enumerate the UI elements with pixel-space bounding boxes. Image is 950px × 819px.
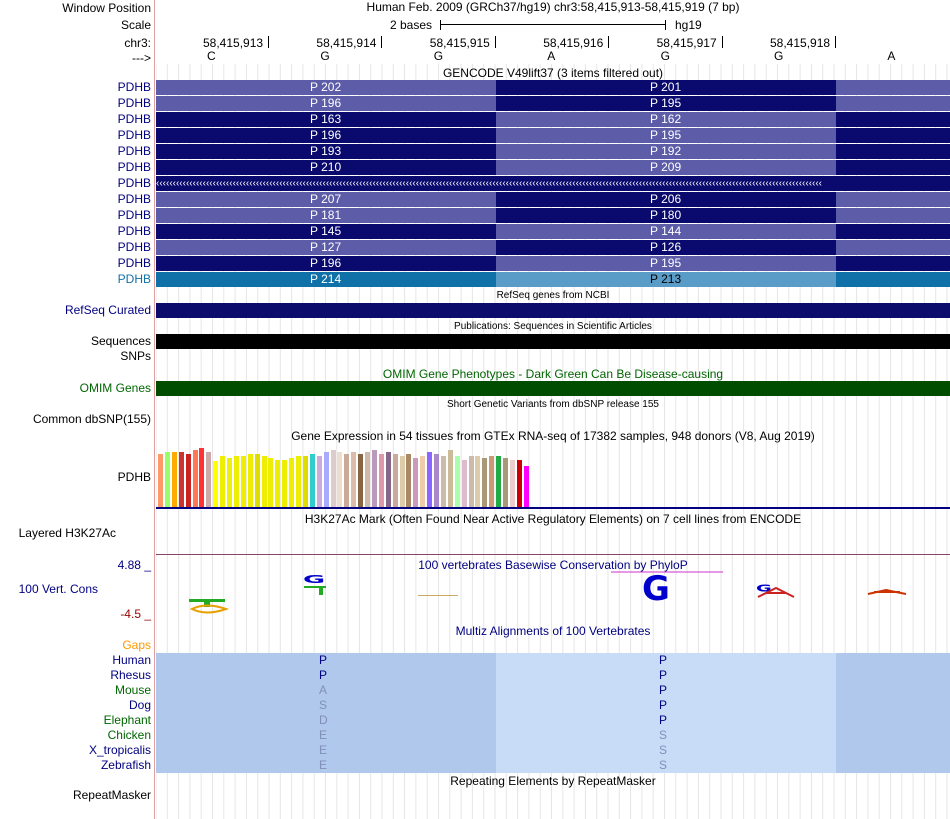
gtex-tissue-bar[interactable] (475, 456, 480, 507)
codon-block (836, 208, 950, 223)
codon-label: P 210 (310, 160, 342, 174)
gtex-tissue-bar[interactable] (455, 456, 460, 507)
codon-block (156, 96, 496, 111)
alignment-block (156, 683, 496, 698)
gtex-tissue-bar[interactable] (413, 458, 418, 507)
gencode-transcript[interactable] (156, 192, 950, 207)
species-label: Rhesus (110, 668, 151, 682)
codon-label: P 213 (650, 272, 682, 286)
gencode-track-title: GENCODE V49lift37 (3 items filtered out) (442, 66, 664, 80)
h3k27ac-track-title: H3K27Ac Mark (Often Found Near Active Regulatory Elements) on 7 cell lines from ENCODE (304, 512, 802, 526)
gtex-tissue-bar[interactable] (303, 456, 308, 507)
gtex-tissue-bar[interactable] (310, 454, 315, 507)
gtex-tissue-bar[interactable] (206, 452, 211, 507)
alignment-block (836, 683, 950, 698)
refseq-track-label[interactable]: RefSeq Curated (64, 303, 151, 317)
codon-block (156, 160, 496, 175)
sequence-base: C (207, 49, 216, 63)
codon-block (156, 192, 496, 207)
sequence-base: G (660, 49, 670, 63)
gencode-transcript[interactable] (156, 160, 950, 175)
species-label: Zebrafish (100, 758, 151, 772)
alignment-row[interactable] (156, 668, 950, 683)
gencode-row-label[interactable]: PDHB (117, 208, 151, 222)
phylop-track-label[interactable]: 100 Vert. Cons (18, 582, 98, 596)
alignment-block (836, 713, 950, 728)
alignment-block (496, 698, 836, 713)
gencode-transcript[interactable] (156, 112, 950, 127)
publications-track-label[interactable]: Sequences (90, 334, 151, 348)
codon-label: P 195 (650, 96, 682, 110)
codon-label: P 196 (310, 128, 342, 142)
gtex-tissue-bar[interactable] (282, 460, 287, 507)
sequence-base: G (774, 49, 784, 63)
gtex-tissue-bar[interactable] (489, 456, 494, 507)
gtex-tissue-bar[interactable] (379, 454, 384, 507)
amino-acid: D (319, 713, 328, 727)
logo-letter-g-2: G (756, 582, 772, 595)
codon-block (496, 208, 836, 223)
codon-block (836, 80, 950, 95)
codon-block (836, 224, 950, 239)
codon-label: P 196 (310, 96, 342, 110)
gencode-row-label[interactable]: PDHB (117, 256, 151, 270)
alignment-block (156, 743, 496, 758)
codon-label: P 195 (650, 256, 682, 270)
amino-acid: E (319, 743, 328, 757)
codon-label: P 126 (650, 240, 682, 254)
gencode-row-label[interactable]: PDHB (117, 128, 151, 142)
codon-block (836, 96, 950, 111)
gtex-tissue-bar[interactable] (427, 452, 432, 507)
codon-block (156, 240, 496, 255)
codon-block (496, 192, 836, 207)
codon-label: P 144 (650, 224, 682, 238)
gtex-tissue-bar[interactable] (165, 452, 170, 507)
phylop-min-label: -4.5 _ (120, 607, 151, 621)
alignment-row[interactable] (156, 758, 950, 773)
codon-block (836, 128, 950, 143)
gtex-tissue-bar[interactable] (268, 458, 273, 507)
species-label: Dog (128, 698, 151, 712)
alignment-block (156, 653, 496, 668)
codon-block (836, 112, 950, 127)
amino-acid: P (659, 653, 668, 667)
codon-block (156, 80, 496, 95)
scale-text: 2 bases (390, 18, 433, 32)
h3k27ac-track-label[interactable]: Layered H3K27Ac (18, 526, 116, 540)
codon-block (496, 160, 836, 175)
repeatmasker-track-title: Repeating Elements by RepeatMasker (450, 774, 656, 788)
amino-acid: P (659, 668, 668, 682)
gaps-label: Gaps (122, 638, 151, 652)
amino-acid: P (319, 653, 328, 667)
alignment-block (156, 668, 496, 683)
codon-block (836, 144, 950, 159)
codon-label: P 202 (310, 80, 342, 94)
codon-label: P 209 (650, 160, 682, 174)
gtex-tissue-bar[interactable] (517, 460, 522, 507)
gtex-tissue-bar[interactable] (386, 452, 391, 507)
codon-block (156, 144, 496, 159)
alignment-block (496, 668, 836, 683)
multiz-track-title: Multiz Alignments of 100 Vertebrates (455, 624, 651, 638)
position-tick-mark (495, 36, 496, 48)
gencode-transcript[interactable] (156, 240, 950, 255)
gtex-tissue-bar[interactable] (158, 454, 163, 507)
sequence-base: A (547, 49, 556, 63)
logo-letter-g-big: G (642, 569, 670, 609)
omim-feature[interactable] (156, 381, 950, 396)
publications-track-title: Publications: Sequences in Scientific Articles (454, 321, 652, 332)
repeatmasker-track-label[interactable]: RepeatMasker (72, 788, 151, 802)
codon-block (156, 256, 496, 271)
gtex-tissue-bar[interactable] (510, 460, 515, 507)
logo-column-6 (868, 590, 906, 594)
alignment-row[interactable] (156, 683, 950, 698)
codon-block (836, 256, 950, 271)
phylop-track-title: 100 vertebrates Basewise Conservation by PhyloP (418, 558, 688, 572)
gtex-tissue-bar[interactable] (220, 456, 225, 507)
gtex-bar-chart[interactable] (156, 443, 950, 507)
amino-acid: E (319, 728, 328, 742)
gtex-tissue-bar[interactable] (441, 456, 446, 507)
gtex-tissue-bar[interactable] (372, 450, 377, 507)
gtex-tissue-bar[interactable] (213, 461, 218, 507)
position-tick-mark (381, 36, 382, 48)
gencode-transcript[interactable] (156, 144, 950, 159)
codon-block (496, 128, 836, 143)
codon-label: P 127 (310, 240, 342, 254)
position-tick-mark (608, 36, 609, 48)
species-label: Chicken (107, 728, 151, 742)
codon-block (156, 208, 496, 223)
phylop-logo[interactable] (156, 566, 950, 622)
gtex-tissue-bar[interactable] (172, 452, 177, 507)
amino-acid: S (659, 728, 668, 742)
gencode-row-label[interactable]: PDHB (117, 160, 151, 174)
assembly-position-title: Human Feb. 2009 (GRCh37/hg19) chr3:58,415,913-58,415,919 (7 bp) (366, 0, 740, 14)
amino-acid: P (319, 668, 328, 682)
codon-block (496, 240, 836, 255)
gtex-tissue-bar[interactable] (255, 454, 260, 507)
codon-block (496, 272, 836, 287)
gencode-transcript[interactable] (156, 176, 950, 191)
scale-label: Scale (120, 18, 151, 32)
logo-column-1 (189, 599, 226, 613)
dbsnp-track-title: Short Genetic Variants from dbSNP release 155 (447, 399, 659, 410)
gtex-tissue-bar[interactable] (241, 456, 246, 507)
position-tick-label: 58,415,918 (770, 36, 831, 50)
track-label-column (0, 0, 153, 819)
gtex-baseline (156, 507, 950, 509)
gtex-tissue-bar[interactable] (199, 448, 204, 507)
gencode-row-label[interactable]: PDHB (117, 96, 151, 110)
strand-arrow-row: ‹‹‹‹‹‹‹‹‹‹‹‹‹‹‹‹‹‹‹‹‹‹‹‹‹‹‹‹‹‹‹‹‹‹‹‹‹‹‹‹‹‹‹‹‹‹‹‹‹‹‹‹‹‹‹‹‹‹‹‹‹‹‹‹‹‹‹‹‹‹‹‹‹‹‹‹‹‹‹‹‹‹‹‹‹‹‹‹‹‹‹‹‹‹‹‹‹‹‹‹‹‹‹‹‹‹‹‹‹‹‹‹‹‹‹‹‹‹‹‹‹‹‹‹‹‹‹‹‹‹‹‹‹‹‹‹‹‹‹‹‹‹‹‹‹‹‹‹‹‹‹‹‹‹‹‹‹‹‹‹‹‹‹‹‹‹‹‹‹‹‹‹‹‹‹‹‹‹‹‹‹‹‹‹‹‹‹‹‹‹‹‹‹‹‹‹‹‹‹‹ (156, 176, 950, 191)
alignment-block (156, 728, 496, 743)
gtex-tissue-bar[interactable] (275, 460, 280, 507)
browser-image[interactable] (156, 0, 950, 819)
gencode-transcript[interactable] (156, 272, 950, 287)
gencode-row-label[interactable]: PDHB (117, 176, 151, 190)
logo-column-5 (756, 583, 794, 597)
codon-label: P 180 (650, 208, 682, 222)
alignment-row[interactable] (156, 698, 950, 713)
alignment-block (836, 728, 950, 743)
codon-label: P 145 (310, 224, 342, 238)
assembly-name: hg19 (675, 18, 702, 32)
species-label: X_tropicalis (88, 743, 151, 757)
amino-acid: P (659, 698, 668, 712)
gtex-tissue-bar[interactable] (227, 458, 232, 507)
chrom-label: chr3: (124, 36, 151, 50)
gtex-tissue-bar[interactable] (317, 456, 322, 507)
codon-block (836, 192, 950, 207)
refseq-track-title: RefSeq genes from NCBI (496, 290, 610, 301)
gtex-tissue-bar[interactable] (400, 456, 405, 507)
amino-acid: S (659, 743, 668, 757)
gtex-tissue-bar[interactable] (469, 456, 474, 507)
gtex-tissue-bar[interactable] (503, 458, 508, 507)
alignment-block (836, 758, 950, 773)
label-divider (154, 0, 155, 819)
gencode-transcript[interactable] (156, 128, 950, 143)
amino-acid: E (319, 758, 328, 772)
gtex-track-label[interactable]: PDHB (117, 470, 151, 484)
alignment-block (836, 743, 950, 758)
gtex-tissue-bar[interactable] (262, 456, 267, 507)
codon-label: P 196 (310, 256, 342, 270)
codon-block (496, 224, 836, 239)
codon-block (836, 272, 950, 287)
gtex-tissue-bar[interactable] (344, 454, 349, 507)
gtex-tissue-bar[interactable] (289, 458, 294, 507)
position-tick-label: 58,415,916 (543, 36, 604, 50)
window-position-label: Window Position (62, 1, 151, 15)
codon-label: P 163 (310, 112, 342, 126)
gtex-tissue-bar[interactable] (358, 454, 363, 507)
alignment-block (836, 668, 950, 683)
alignment-block (836, 698, 950, 713)
omim-track-label[interactable]: OMIM Genes (79, 381, 151, 395)
codon-label: P 162 (650, 112, 682, 126)
codon-block (496, 256, 836, 271)
alignment-row[interactable] (156, 743, 950, 758)
alignment-row[interactable] (156, 713, 950, 728)
publications-feature[interactable] (156, 334, 950, 349)
position-tick-label: 58,415,917 (656, 36, 717, 50)
gtex-track-title: Gene Expression in 54 tissues from GTEx RNA-seq of 17382 samples, 948 donors (V8, Aug 2019) (291, 429, 815, 443)
omim-track-title: OMIM Gene Phenotypes - Dark Green Can Be Disease-causing (382, 367, 724, 381)
scale-bar (440, 22, 666, 28)
alignment-block (156, 698, 496, 713)
gtex-tissue-bar[interactable] (186, 454, 191, 507)
gtex-tissue-bar[interactable] (296, 456, 301, 507)
gencode-row-label[interactable]: PDHB (117, 240, 151, 254)
gtex-tissue-bar[interactable] (393, 454, 398, 507)
gtex-tissue-bar[interactable] (406, 454, 411, 507)
gencode-transcript[interactable] (156, 96, 950, 111)
gtex-tissue-bar[interactable] (434, 454, 439, 507)
codon-block (156, 224, 496, 239)
gencode-row-label[interactable]: PDHB (117, 192, 151, 206)
h3k27ac-baseline (156, 554, 950, 555)
alignment-block (836, 653, 950, 668)
species-label: Elephant (103, 713, 151, 727)
alignment-row[interactable] (156, 728, 950, 743)
codon-block (836, 160, 950, 175)
snps-track-label[interactable]: SNPs (120, 349, 151, 363)
gencode-transcript[interactable] (156, 208, 950, 223)
codon-label: P 192 (650, 144, 682, 158)
gtex-tissue-bar[interactable] (331, 450, 336, 507)
gencode-row-label[interactable]: PDHB (117, 224, 151, 238)
alignment-block (496, 683, 836, 698)
codon-block (156, 272, 496, 287)
gtex-tissue-bar[interactable] (248, 454, 253, 507)
codon-label: P 181 (310, 208, 342, 222)
gtex-tissue-bar[interactable] (193, 450, 198, 507)
gencode-row-label[interactable]: PDHB (117, 112, 151, 126)
codon-label: P 207 (310, 192, 342, 206)
logo-column-2 (303, 573, 326, 595)
species-label: Human (112, 653, 151, 667)
position-tick-label: 58,415,913 (203, 36, 264, 50)
codon-block (496, 96, 836, 111)
gencode-transcript[interactable] (156, 256, 950, 271)
amino-acid: A (319, 683, 328, 697)
gtex-tissue-bar[interactable] (365, 452, 370, 507)
species-label: Mouse (114, 683, 151, 697)
position-tick-label: 58,415,914 (316, 36, 377, 50)
gtex-tissue-bar[interactable] (496, 456, 501, 507)
alignment-block (156, 758, 496, 773)
logo-column-3 (418, 595, 458, 596)
position-tick-label: 58,415,915 (429, 36, 490, 50)
amino-acid: S (319, 698, 328, 712)
gtex-tissue-bar[interactable] (179, 452, 184, 507)
gencode-transcript[interactable] (156, 80, 950, 95)
amino-acid: S (659, 758, 668, 772)
gtex-tissue-bar[interactable] (462, 460, 467, 507)
sequence-base: A (887, 49, 896, 63)
codon-label: P 195 (650, 128, 682, 142)
alignment-block (496, 713, 836, 728)
alignment-block (156, 713, 496, 728)
logo-letter-g-1: G (303, 572, 326, 586)
gtex-tissue-bar[interactable] (234, 456, 239, 507)
gtex-tissue-bar[interactable] (351, 452, 356, 507)
dbsnp-track-label[interactable]: Common dbSNP(155) (32, 412, 151, 426)
gencode-transcript[interactable] (156, 224, 950, 239)
position-tick-mark (722, 36, 723, 48)
gtex-tissue-bar[interactable] (420, 456, 425, 507)
codon-block (156, 112, 496, 127)
position-tick-mark (835, 36, 836, 48)
gencode-row-label[interactable]: PDHB (117, 144, 151, 158)
position-tick-mark (268, 36, 269, 48)
alignment-block (496, 743, 836, 758)
codon-block (496, 112, 836, 127)
gtex-tissue-bar[interactable] (448, 450, 453, 507)
gtex-tissue-bar[interactable] (482, 458, 487, 507)
codon-label: P 206 (650, 192, 682, 206)
phylop-max-label: 4.88 _ (117, 558, 151, 572)
sequence-base: G (433, 49, 444, 63)
codon-label: P 214 (310, 272, 342, 286)
codon-block (836, 240, 950, 255)
codon-label: P 201 (650, 80, 682, 94)
gencode-row-label[interactable]: PDHB (117, 272, 151, 286)
strand-label: ---> (132, 51, 151, 65)
sequence-base: G (320, 49, 330, 63)
alignment-block (496, 758, 836, 773)
alignment-block (496, 653, 836, 668)
refseq-feature[interactable] (156, 303, 950, 318)
amino-acid: P (659, 713, 668, 727)
amino-acid: P (659, 683, 668, 697)
codon-block (156, 128, 496, 143)
gtex-tissue-bar[interactable] (324, 452, 329, 507)
codon-block (496, 144, 836, 159)
gtex-tissue-bar[interactable] (524, 466, 529, 507)
codon-block (496, 80, 836, 95)
gtex-tissue-bar[interactable] (337, 452, 342, 507)
gencode-row-label[interactable]: PDHB (117, 80, 151, 94)
alignment-row[interactable] (156, 653, 950, 668)
alignment-block (496, 728, 836, 743)
codon-label: P 193 (310, 144, 342, 158)
